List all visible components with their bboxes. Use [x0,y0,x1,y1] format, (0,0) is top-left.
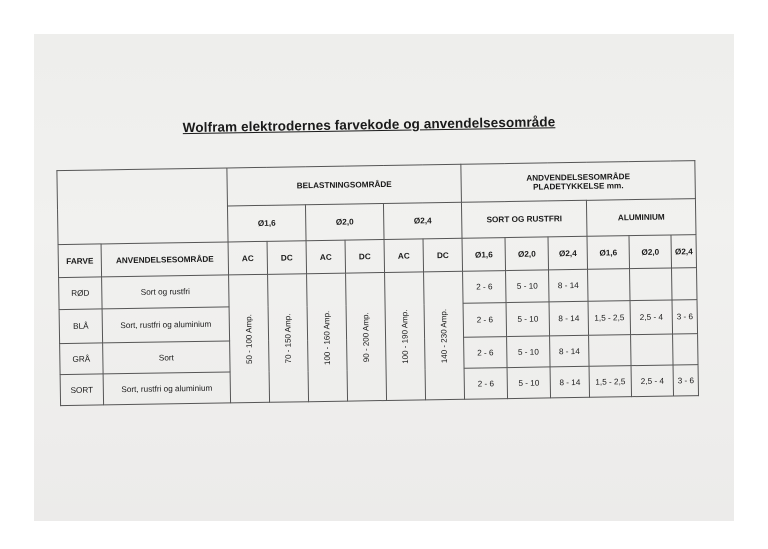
amp-range-text: 50 - 100 Amp. [244,313,254,364]
dc-header-3: DC [423,238,463,272]
dc-header-1: DC [267,241,307,275]
amp-range-cell [307,273,348,402]
al-value [631,334,673,366]
sr-value: 8 - 14 [550,366,589,398]
amp-range-text: 90 - 200 Amp. [361,311,371,362]
row-anvendelse: Sort, rustfri og aluminium [102,307,230,343]
amp-range-text: 70 - 150 Amp. [283,313,293,363]
sr-diameter-3: Ø2,4 [548,236,588,270]
al-value [673,334,698,365]
row-farve: GRÅ [60,343,103,375]
sr-diameter-1: Ø1,6 [462,238,506,272]
load-diameter-1: Ø1,6 [227,205,306,242]
row-anvendelse: Sort og rustfri [102,275,229,309]
row-farve: RØD [59,277,102,310]
sr-value: 5 - 10 [507,367,550,399]
amp-range-cell [229,274,270,403]
row-farve: SORT [60,374,103,406]
ac-header-3: AC [384,239,424,273]
row-farve: BLÅ [59,309,103,344]
application-range-header [461,161,696,203]
al-value [588,269,630,302]
ac-header-1: AC [228,241,268,275]
al-value: 3 - 6 [672,300,698,334]
al-value [672,268,698,300]
document-title: Wolfram elektrodernes farvekode og anvendelsesområde [182,114,556,136]
amp-range-text: 140 - 230 Amp. [439,308,449,363]
al-value [630,268,672,301]
al-value: 2,5 - 4 [630,300,673,335]
al-diameter-2: Ø2,0 [629,235,672,269]
application-range-line1: ANDVENDELSESOMRÅDE [526,171,631,183]
al-value: 1,5 - 2,5 [589,366,631,398]
load-diameter-2: Ø2,0 [305,204,384,241]
sr-value: 8 - 14 [550,335,589,367]
electrode-table [56,160,699,406]
ac-header-2: AC [306,240,346,274]
sr-value: 2 - 6 [463,271,506,304]
al-value: 3 - 6 [673,365,698,396]
amp-range-cell [385,272,426,401]
load-range-header: BELASTNINGSOMRÅDE [227,164,462,206]
load-diameter-3: Ø2,4 [383,202,462,239]
amp-range-cell [346,272,387,401]
farve-column-header: FARVE [58,244,102,278]
sr-value: 2 - 6 [463,303,507,338]
application-range-line2: PLADETYKKELSE mm. [532,180,624,192]
blank-header-cell [57,168,228,245]
al-diameter-3: Ø2,4 [671,235,697,268]
al-value [589,335,631,367]
sr-value: 8 - 14 [549,269,588,302]
dc-header-2: DC [345,239,385,273]
aluminium-header: ALUMINIUM [587,199,697,237]
sr-diameter-2: Ø2,0 [505,237,549,271]
al-diameter-1: Ø1,6 [587,236,630,270]
sr-value: 5 - 10 [507,336,550,368]
sort-rustfri-header: SORT OG RUSTFRI [462,200,588,238]
al-value: 1,5 - 2,5 [588,301,631,336]
sr-value: 2 - 6 [464,368,507,400]
anvendelse-column-header: ANVENDELSESOMRÅDE [101,242,229,277]
sr-value: 5 - 10 [506,270,549,303]
al-value: 2,5 - 4 [631,365,673,397]
row-anvendelse: Sort, rustfri og aluminium [103,372,230,405]
amp-range-text: 100 - 190 Amp. [400,308,410,364]
amp-range-cell [268,274,309,403]
amp-range-text: 100 - 160 Amp. [322,310,332,365]
amp-range-cell [424,271,465,400]
sr-value: 8 - 14 [549,301,589,336]
sr-value: 2 - 6 [464,337,507,369]
row-anvendelse: Sort [103,341,230,374]
sr-value: 5 - 10 [506,302,550,337]
